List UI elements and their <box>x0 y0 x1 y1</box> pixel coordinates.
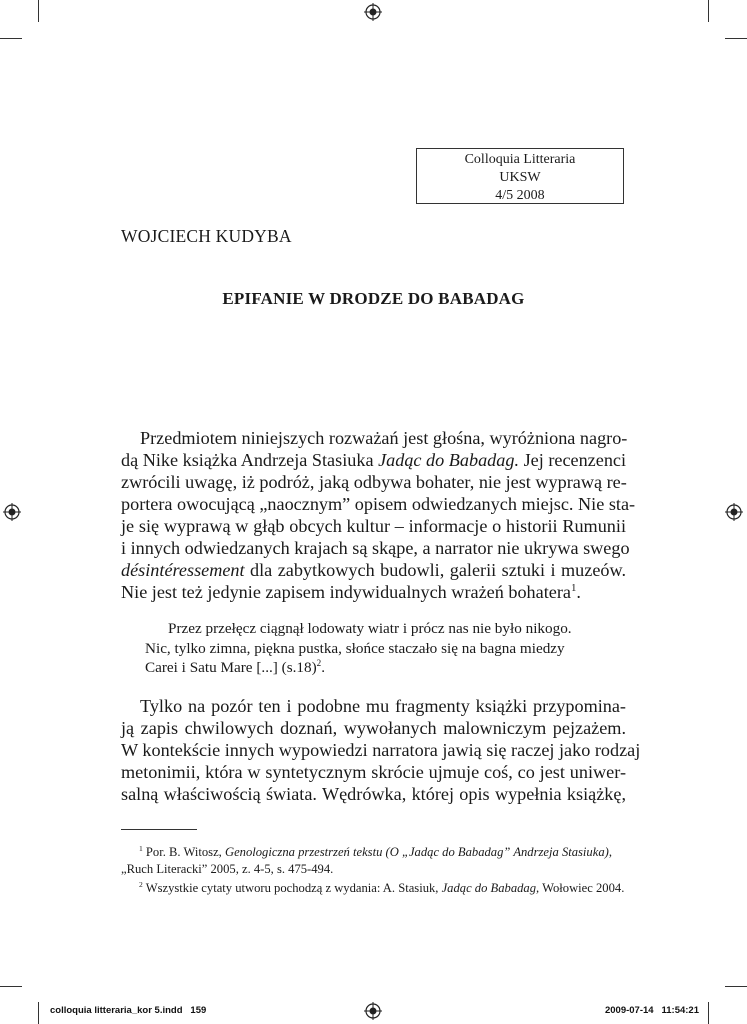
footnote-1: $^1$ Por. B. Witosz, Genologiczna przestrzeń tekstu (O „Jadąc do Babadag” Andrzeja Stasiuka), „Ruch Literacki” 2005, z. 4-5, s. 475-494. <box>121 843 612 876</box>
body-paragraph-2 <box>121 695 641 805</box>
text-line: zwrócili uwagę, iż podróż, jaką odbywa bohater, nie jest wyprawą re- <box>121 472 627 492</box>
text-line: portera owocującą „naocznym” opisem odwiedzanych miejsc. Nie sta- <box>121 494 636 514</box>
text-line: Nie jest też jedynie zapisem indywidualnych wrażeń bohatera <box>121 582 571 602</box>
body-paragraph-1: Przedmiotem niniejszych rozważań jest głośna, wyróżniona nagro- dą Nike książka Andrzeja Stasiuka Jadąc do Babadag. Jej recenzenci zwrócili uwagę, iż podróż, jaką odbywa bohater, nie jest wyprawą re- portera owocującą „naocznym” opisem odwiedzanych miejsc. Nie sta- je się wyprawą w głąb obcych kultur – informacje o historii Rumunii i innych odwiedzanych krajach są skąpe, a narrator nie ukrywa swego désintéressement dla zabytkowych budowli, galerii sztuki i muzeów. Nie jest też jedynie zapisem indywidualnych wrażeń bohatera$^1$. <box>121 428 636 602</box>
footnote-number: 2 <box>139 879 143 889</box>
text-line: W kontekście innych wypowiedzi narratora jawią się raczej jako rodzaj <box>121 740 641 760</box>
article-title: EPIFANIE W DRODZE DO BABADAG <box>222 289 525 308</box>
author-name: WOJCIECH KUDYBA <box>121 226 292 246</box>
registration-mark-icon <box>364 3 382 21</box>
italic-term: désintéressement <box>121 560 245 580</box>
registration-mark-icon <box>725 503 743 521</box>
crop-mark-bottom-left-horizontal <box>0 986 22 987</box>
crop-mark-top-left-horizontal <box>0 38 22 39</box>
footnote-ref-1[interactable]: 1 <box>570 581 577 594</box>
journal-name: Colloquia Litteraria <box>464 152 576 167</box>
text-line: dla zabytkowych budowli, galerii sztuki i muzeów. <box>244 560 626 580</box>
journal-issue: 4/5 2008 <box>495 188 545 203</box>
journal-info-box <box>416 148 624 204</box>
print-slug-file: colloquia litteraria_kor 5.indd 159 <box>50 1005 207 1016</box>
crop-mark-top-left-vertical <box>38 0 39 22</box>
text-line: metonimii, która w syntetycznym skrócie ujmuje coś, co jest uniwer- <box>121 762 626 782</box>
crop-mark-top-right-horizontal <box>725 38 747 39</box>
text-line: je się wyprawą w głąb obcych kultur – informacje o historii Rumunii <box>121 516 626 536</box>
quote-line: Carei i Satu Mare [...] (s.18) <box>145 659 317 676</box>
quote-line: Nic, tylko zimna, piękna pustka, słońce staczało się na bagna miedzy <box>145 639 565 657</box>
text-line: Tylko na pozór ten i podobne mu fragmenty książki przypomina- <box>140 696 626 716</box>
crop-mark-bottom-right-horizontal <box>725 986 747 987</box>
crop-mark-bottom-left-vertical <box>38 1002 39 1024</box>
footnote-separator <box>121 829 197 830</box>
crop-mark-bottom-right-vertical <box>708 1002 709 1024</box>
block-quote: Przez przełęcz ciągnął lodowaty wiatr i prócz nas nie było nikogo. Nic, tylko zimna, piękna pustka, słońce staczało się na bagna miedzy Carei i Satu Mare [...] $(s.18)^2$. <box>145 620 572 676</box>
text-line: Przedmiotem niniejszych rozważań jest głośna, wyróżniona nagro- <box>140 428 628 448</box>
text-line: dą Nike książka Andrzeja Stasiuka <box>121 450 379 470</box>
footnote-number: 1 <box>139 843 143 853</box>
footnote-2: $^2$ Wszystkie cytaty utworu pochodzą z wydania: A. Stasiuk, Jadąc do Babadag, Wołowiec 2004. <box>139 879 625 895</box>
quote-line: Przez przełęcz ciągnął lodowaty wiatr i prócz nas nie było nikogo. <box>168 620 572 637</box>
text-line: Jej recenzenci <box>519 450 627 470</box>
book-title: Jadąc do Babadag. <box>378 450 520 470</box>
print-slug-datetime: 2009-07-14 11:54:21 <box>604 1005 699 1016</box>
cited-title: Genologiczna przestrzeń tekstu (O „Jadąc do Babadag” Andrzeja Stasiuka) <box>224 845 609 859</box>
footnote-ref-2[interactable]: 2 <box>316 657 322 668</box>
text-line: i innych odwiedzanych krajach są skąpe, a narrator nie ukrywa swego <box>121 538 630 558</box>
crop-mark-top-right-vertical <box>708 0 709 22</box>
registration-mark-icon <box>364 1002 382 1020</box>
journal-institution: UKSW <box>499 170 541 185</box>
registration-mark-icon <box>3 503 21 521</box>
text-line: salną właściwością świata. Wędrówka, której opis wypełnia książkę, <box>121 784 626 804</box>
text-line: ją zapis chwilowych doznań, wywołanych malowniczym pejzażem. <box>121 718 626 738</box>
cited-title: Jadąc do Babadag, <box>441 881 540 895</box>
